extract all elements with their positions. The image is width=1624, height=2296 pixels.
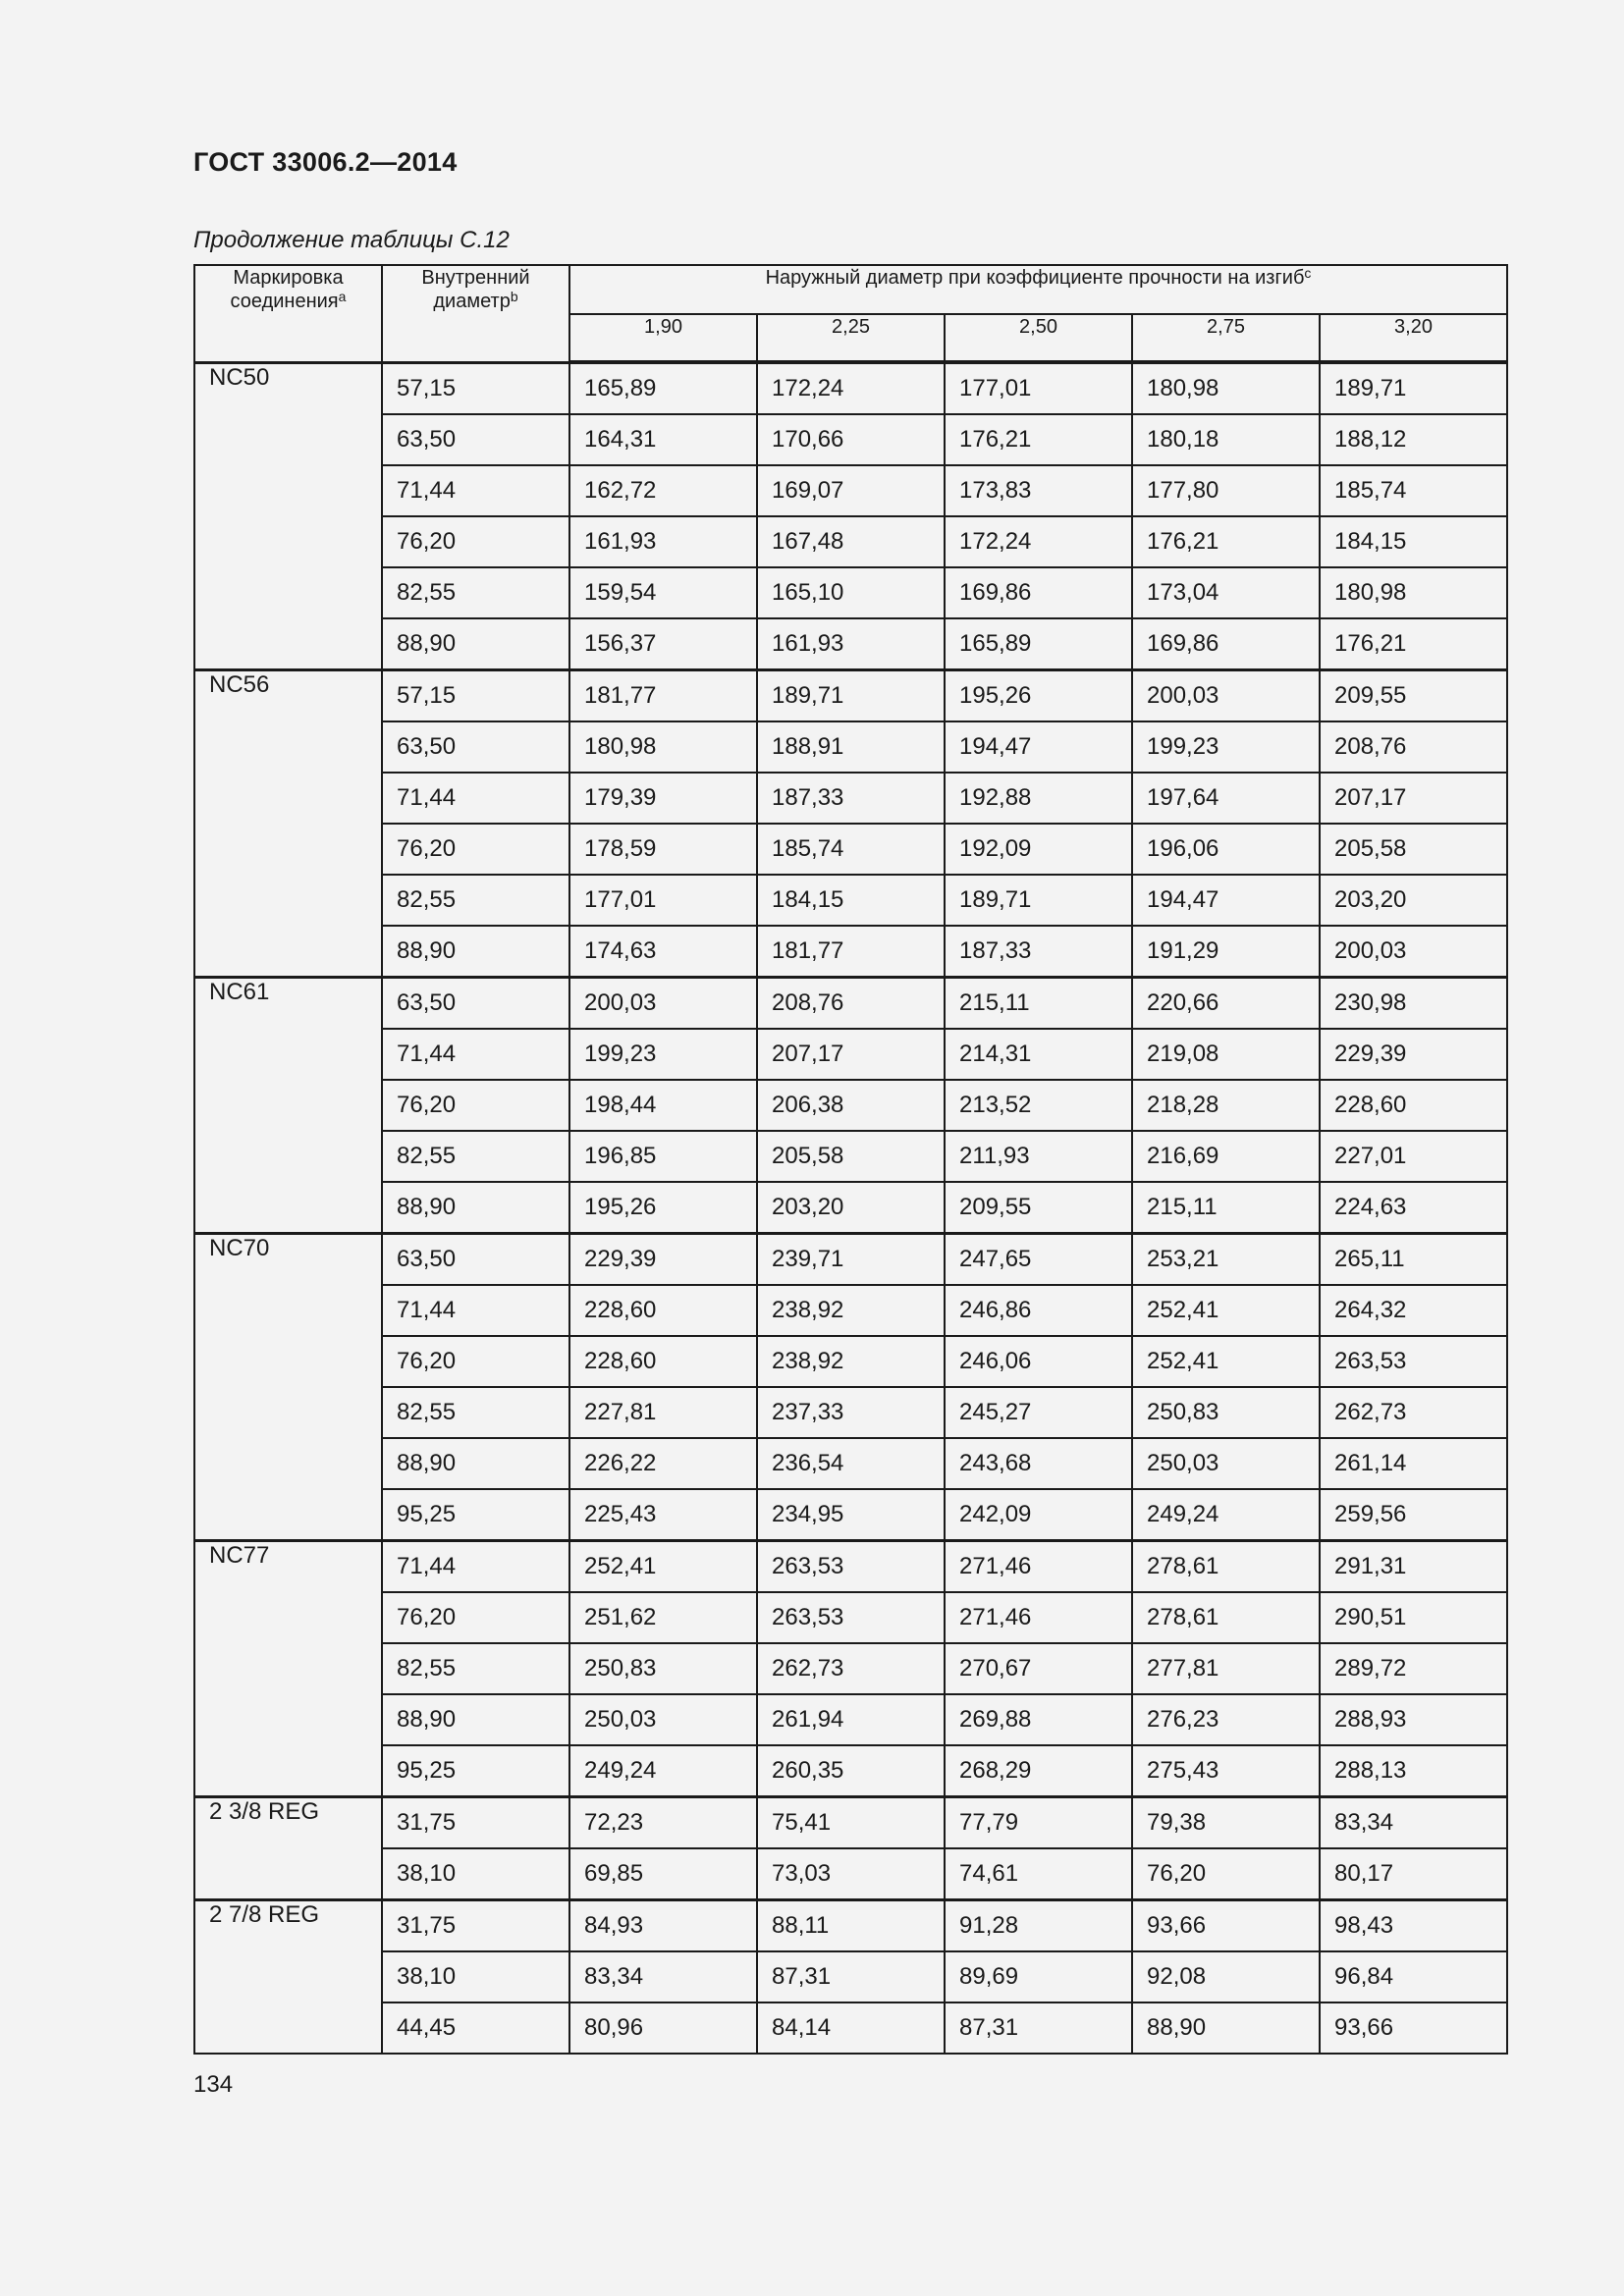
outer-diameter-cell: 288,93 — [1320, 1694, 1507, 1745]
outer-diameter-cell: 250,83 — [569, 1643, 757, 1694]
outer-diameter-cell: 192,09 — [945, 824, 1132, 875]
outer-diameter-cell: 75,41 — [757, 1797, 945, 1849]
outer-diameter-cell: 207,17 — [757, 1029, 945, 1080]
outer-diameter-cell: 246,06 — [945, 1336, 1132, 1387]
outer-diameter-cell: 268,29 — [945, 1745, 1132, 1797]
inner-diameter-cell: 88,90 — [382, 926, 569, 978]
outer-diameter-cell: 88,11 — [757, 1900, 945, 1952]
outer-diameter-cell: 206,38 — [757, 1080, 945, 1131]
outer-diameter-cell: 224,63 — [1320, 1182, 1507, 1234]
outer-diameter-cell: 238,92 — [757, 1285, 945, 1336]
outer-diameter-cell: 89,69 — [945, 1951, 1132, 2002]
outer-diameter-cell: 187,33 — [945, 926, 1132, 978]
inner-diameter-cell: 71,44 — [382, 1285, 569, 1336]
outer-diameter-cell: 93,66 — [1320, 2002, 1507, 2054]
outer-diameter-cell: 228,60 — [569, 1285, 757, 1336]
table-body — [194, 362, 1507, 2054]
outer-diameter-cell: 263,53 — [1320, 1336, 1507, 1387]
outer-diameter-cell: 159,54 — [569, 567, 757, 618]
outer-diameter-cell: 176,21 — [945, 414, 1132, 465]
outer-diameter-cell: 189,71 — [757, 670, 945, 722]
table-row — [194, 875, 1507, 926]
table-row — [194, 465, 1507, 516]
outer-diameter-cell: 289,72 — [1320, 1643, 1507, 1694]
outer-diameter-cell: 264,32 — [1320, 1285, 1507, 1336]
outer-diameter-cell: 205,58 — [757, 1131, 945, 1182]
outer-diameter-cell: 220,66 — [1132, 978, 1320, 1030]
connection-cell: NC56 — [194, 670, 382, 978]
inner-diameter-cell: 88,90 — [382, 1694, 569, 1745]
outer-diameter-cell: 218,28 — [1132, 1080, 1320, 1131]
header-connection — [194, 265, 382, 362]
table-row — [194, 414, 1507, 465]
table-row — [194, 1131, 1507, 1182]
connection-cell: NC50 — [194, 362, 382, 670]
inner-diameter-cell: 38,10 — [382, 1848, 569, 1900]
table-row — [194, 1848, 1507, 1900]
outer-diameter-cell: 83,34 — [569, 1951, 757, 2002]
outer-diameter-cell: 203,20 — [1320, 875, 1507, 926]
inner-diameter-cell: 63,50 — [382, 721, 569, 773]
outer-diameter-cell: 252,41 — [1132, 1285, 1320, 1336]
outer-diameter-cell: 219,08 — [1132, 1029, 1320, 1080]
table-row — [194, 1951, 1507, 2002]
outer-diameter-cell: 77,79 — [945, 1797, 1132, 1849]
outer-diameter-cell: 161,93 — [757, 618, 945, 670]
header-coefficient: 2,75 — [1132, 314, 1320, 362]
inner-diameter-cell: 76,20 — [382, 1592, 569, 1643]
inner-diameter-cell: 95,25 — [382, 1745, 569, 1797]
outer-diameter-cell: 72,23 — [569, 1797, 757, 1849]
outer-diameter-cell: 249,24 — [1132, 1489, 1320, 1541]
outer-diameter-cell: 174,63 — [569, 926, 757, 978]
outer-diameter-cell: 184,15 — [757, 875, 945, 926]
outer-diameter-cell: 79,38 — [1132, 1797, 1320, 1849]
outer-diameter-cell: 278,61 — [1132, 1592, 1320, 1643]
outer-diameter-cell: 209,55 — [945, 1182, 1132, 1234]
outer-diameter-cell: 228,60 — [1320, 1080, 1507, 1131]
outer-diameter-cell: 260,35 — [757, 1745, 945, 1797]
outer-diameter-cell: 291,31 — [1320, 1541, 1507, 1593]
outer-diameter-cell: 185,74 — [757, 824, 945, 875]
outer-diameter-cell: 76,20 — [1132, 1848, 1320, 1900]
outer-diameter-cell: 230,98 — [1320, 978, 1507, 1030]
inner-diameter-cell: 31,75 — [382, 1900, 569, 1952]
outer-diameter-cell: 172,24 — [945, 516, 1132, 567]
inner-diameter-cell: 44,45 — [382, 2002, 569, 2054]
connection-cell: 2 7/8 REG — [194, 1900, 382, 2055]
table-row — [194, 926, 1507, 978]
outer-diameter-cell: 238,92 — [757, 1336, 945, 1387]
inner-diameter-cell: 71,44 — [382, 465, 569, 516]
inner-diameter-cell: 95,25 — [382, 1489, 569, 1541]
inner-diameter-cell: 88,90 — [382, 1182, 569, 1234]
table-row — [194, 824, 1507, 875]
outer-diameter-cell: 169,86 — [945, 567, 1132, 618]
table-row — [194, 1182, 1507, 1234]
outer-diameter-cell: 185,74 — [1320, 465, 1507, 516]
outer-diameter-cell: 270,67 — [945, 1643, 1132, 1694]
inner-diameter-cell: 76,20 — [382, 1080, 569, 1131]
outer-diameter-cell: 243,68 — [945, 1438, 1132, 1489]
connection-cell: NC77 — [194, 1541, 382, 1797]
table-row — [194, 1029, 1507, 1080]
outer-diameter-cell: 252,41 — [569, 1541, 757, 1593]
outer-diameter-cell: 197,64 — [1132, 773, 1320, 824]
inner-diameter-cell: 82,55 — [382, 1643, 569, 1694]
outer-diameter-cell: 265,11 — [1320, 1234, 1507, 1286]
outer-diameter-cell: 84,93 — [569, 1900, 757, 1952]
inner-diameter-cell: 71,44 — [382, 773, 569, 824]
outer-diameter-cell: 229,39 — [1320, 1029, 1507, 1080]
outer-diameter-cell: 288,13 — [1320, 1745, 1507, 1797]
outer-diameter-cell: 200,03 — [569, 978, 757, 1030]
outer-diameter-cell: 227,01 — [1320, 1131, 1507, 1182]
outer-diameter-cell: 172,24 — [757, 362, 945, 414]
outer-diameter-cell: 169,86 — [1132, 618, 1320, 670]
table-row — [194, 773, 1507, 824]
outer-diameter-cell: 187,33 — [757, 773, 945, 824]
outer-diameter-cell: 205,58 — [1320, 824, 1507, 875]
table-row — [194, 1489, 1507, 1541]
outer-diameter-cell: 181,77 — [569, 670, 757, 722]
outer-diameter-cell: 184,15 — [1320, 516, 1507, 567]
outer-diameter-cell: 228,60 — [569, 1336, 757, 1387]
outer-diameter-cell: 227,81 — [569, 1387, 757, 1438]
outer-diameter-cell: 252,41 — [1132, 1336, 1320, 1387]
outer-diameter-cell: 247,65 — [945, 1234, 1132, 1286]
outer-diameter-cell: 249,24 — [569, 1745, 757, 1797]
outer-diameter-cell: 250,83 — [1132, 1387, 1320, 1438]
inner-diameter-cell: 76,20 — [382, 1336, 569, 1387]
outer-diameter-cell: 176,21 — [1320, 618, 1507, 670]
outer-diameter-cell: 278,61 — [1132, 1541, 1320, 1593]
outer-diameter-cell: 211,93 — [945, 1131, 1132, 1182]
inner-diameter-cell: 63,50 — [382, 1234, 569, 1286]
header-outer-diameter — [569, 265, 1507, 314]
outer-diameter-cell: 178,59 — [569, 824, 757, 875]
outer-diameter-cell: 261,94 — [757, 1694, 945, 1745]
header-outer-sup: c — [1304, 265, 1312, 281]
outer-diameter-cell: 208,76 — [1320, 721, 1507, 773]
inner-diameter-cell: 82,55 — [382, 1387, 569, 1438]
outer-diameter-cell: 192,88 — [945, 773, 1132, 824]
outer-diameter-cell: 167,48 — [757, 516, 945, 567]
inner-diameter-cell: 76,20 — [382, 824, 569, 875]
inner-diameter-cell: 88,90 — [382, 1438, 569, 1489]
outer-diameter-cell: 93,66 — [1132, 1900, 1320, 1952]
outer-diameter-cell: 251,62 — [569, 1592, 757, 1643]
table-row — [194, 1080, 1507, 1131]
outer-diameter-cell: 180,98 — [1132, 362, 1320, 414]
header-inner-sup: b — [510, 289, 518, 304]
outer-diameter-cell: 262,73 — [757, 1643, 945, 1694]
outer-diameter-cell: 191,29 — [1132, 926, 1320, 978]
outer-diameter-cell: 165,10 — [757, 567, 945, 618]
outer-diameter-cell: 200,03 — [1320, 926, 1507, 978]
outer-diameter-cell: 177,01 — [945, 362, 1132, 414]
outer-diameter-cell: 188,12 — [1320, 414, 1507, 465]
outer-diameter-cell: 188,91 — [757, 721, 945, 773]
outer-diameter-cell: 80,17 — [1320, 1848, 1507, 1900]
outer-diameter-cell: 277,81 — [1132, 1643, 1320, 1694]
outer-diameter-cell: 170,66 — [757, 414, 945, 465]
outer-diameter-cell: 236,54 — [757, 1438, 945, 1489]
outer-diameter-cell: 179,39 — [569, 773, 757, 824]
outer-diameter-cell: 69,85 — [569, 1848, 757, 1900]
outer-diameter-cell: 199,23 — [569, 1029, 757, 1080]
inner-diameter-cell: 82,55 — [382, 875, 569, 926]
inner-diameter-cell: 71,44 — [382, 1541, 569, 1593]
outer-diameter-cell: 173,04 — [1132, 567, 1320, 618]
inner-diameter-cell: 76,20 — [382, 516, 569, 567]
outer-diameter-cell: 83,34 — [1320, 1797, 1507, 1849]
outer-diameter-cell: 92,08 — [1132, 1951, 1320, 2002]
outer-diameter-cell: 84,14 — [757, 2002, 945, 2054]
outer-diameter-cell: 261,14 — [1320, 1438, 1507, 1489]
table-row — [194, 2002, 1507, 2054]
outer-diameter-cell: 198,44 — [569, 1080, 757, 1131]
outer-diameter-cell: 162,72 — [569, 465, 757, 516]
header-inner-label: Внутренний диаметр — [421, 267, 530, 312]
outer-diameter-cell: 73,03 — [757, 1848, 945, 1900]
outer-diameter-cell: 250,03 — [569, 1694, 757, 1745]
inner-diameter-cell: 82,55 — [382, 567, 569, 618]
table-row — [194, 516, 1507, 567]
outer-diameter-cell: 165,89 — [569, 362, 757, 414]
header-connection-label: Маркировка соединения — [230, 267, 344, 312]
inner-diameter-cell: 63,50 — [382, 414, 569, 465]
table-row — [194, 1336, 1507, 1387]
table-row — [194, 1234, 1507, 1286]
outer-diameter-cell: 229,39 — [569, 1234, 757, 1286]
outer-diameter-cell: 199,23 — [1132, 721, 1320, 773]
outer-diameter-cell: 242,09 — [945, 1489, 1132, 1541]
outer-diameter-cell: 209,55 — [1320, 670, 1507, 722]
outer-diameter-cell: 262,73 — [1320, 1387, 1507, 1438]
header-inner-diameter — [382, 265, 569, 362]
outer-diameter-cell: 181,77 — [757, 926, 945, 978]
outer-diameter-cell: 196,06 — [1132, 824, 1320, 875]
table-row — [194, 670, 1507, 722]
outer-diameter-cell: 253,21 — [1132, 1234, 1320, 1286]
table-row — [194, 1541, 1507, 1593]
table-row — [194, 1643, 1507, 1694]
table-caption: Продолжение таблицы С.12 — [193, 227, 510, 253]
table-row — [194, 362, 1507, 414]
outer-diameter-cell: 208,76 — [757, 978, 945, 1030]
outer-diameter-cell: 194,47 — [1132, 875, 1320, 926]
connection-cell: NC70 — [194, 1234, 382, 1541]
outer-diameter-cell: 225,43 — [569, 1489, 757, 1541]
inner-diameter-cell: 31,75 — [382, 1797, 569, 1849]
outer-diameter-cell: 215,11 — [1132, 1182, 1320, 1234]
outer-diameter-cell: 216,69 — [1132, 1131, 1320, 1182]
outer-diameter-cell: 169,07 — [757, 465, 945, 516]
outer-diameter-cell: 275,43 — [1132, 1745, 1320, 1797]
inner-diameter-cell: 63,50 — [382, 978, 569, 1030]
outer-diameter-cell: 213,52 — [945, 1080, 1132, 1131]
outer-diameter-cell: 237,33 — [757, 1387, 945, 1438]
table-row — [194, 567, 1507, 618]
outer-diameter-cell: 226,22 — [569, 1438, 757, 1489]
outer-diameter-cell: 250,03 — [1132, 1438, 1320, 1489]
outer-diameter-cell: 173,83 — [945, 465, 1132, 516]
header-coefficient: 2,25 — [757, 314, 945, 362]
table-row — [194, 1285, 1507, 1336]
outer-diameter-cell: 165,89 — [945, 618, 1132, 670]
outer-diameter-cell: 259,56 — [1320, 1489, 1507, 1541]
outer-diameter-cell: 246,86 — [945, 1285, 1132, 1336]
outer-diameter-cell: 195,26 — [945, 670, 1132, 722]
inner-diameter-cell: 88,90 — [382, 618, 569, 670]
outer-diameter-cell: 180,98 — [569, 721, 757, 773]
outer-diameter-cell: 239,71 — [757, 1234, 945, 1286]
inner-diameter-cell: 38,10 — [382, 1951, 569, 2002]
outer-diameter-cell: 189,71 — [945, 875, 1132, 926]
outer-diameter-cell: 161,93 — [569, 516, 757, 567]
connection-cell: NC61 — [194, 978, 382, 1234]
connection-cell: 2 3/8 REG — [194, 1797, 382, 1900]
outer-diameter-cell: 177,01 — [569, 875, 757, 926]
outer-diameter-cell: 214,31 — [945, 1029, 1132, 1080]
outer-diameter-cell: 245,27 — [945, 1387, 1132, 1438]
header-coefficient: 2,50 — [945, 314, 1132, 362]
header-coefficient: 3,20 — [1320, 314, 1507, 362]
outer-diameter-cell: 87,31 — [757, 1951, 945, 2002]
outer-diameter-cell: 96,84 — [1320, 1951, 1507, 2002]
table-row — [194, 978, 1507, 1030]
outer-diameter-cell: 177,80 — [1132, 465, 1320, 516]
page-number: 134 — [193, 2071, 234, 2098]
table-row — [194, 618, 1507, 670]
header-outer-label: Наружный диаметр при коэффициенте прочности на изгиб — [765, 267, 1305, 289]
table-row — [194, 1694, 1507, 1745]
outer-diameter-cell: 269,88 — [945, 1694, 1132, 1745]
table-row — [194, 1387, 1507, 1438]
outer-diameter-cell: 189,71 — [1320, 362, 1507, 414]
document-title: ГОСТ 33006.2—2014 — [193, 147, 458, 177]
outer-diameter-cell: 276,23 — [1132, 1694, 1320, 1745]
outer-diameter-cell: 87,31 — [945, 2002, 1132, 2054]
outer-diameter-cell: 180,18 — [1132, 414, 1320, 465]
outer-diameter-cell: 200,03 — [1132, 670, 1320, 722]
outer-diameter-cell: 290,51 — [1320, 1592, 1507, 1643]
outer-diameter-cell: 194,47 — [945, 721, 1132, 773]
outer-diameter-cell: 271,46 — [945, 1541, 1132, 1593]
outer-diameter-cell: 98,43 — [1320, 1900, 1507, 1952]
outer-diameter-cell: 203,20 — [757, 1182, 945, 1234]
outer-diameter-cell: 215,11 — [945, 978, 1132, 1030]
outer-diameter-cell: 263,53 — [757, 1541, 945, 1593]
outer-diameter-cell: 80,96 — [569, 2002, 757, 2054]
outer-diameter-cell: 234,95 — [757, 1489, 945, 1541]
outer-diameter-cell: 74,61 — [945, 1848, 1132, 1900]
table-row — [194, 1797, 1507, 1849]
outer-diameter-cell: 164,31 — [569, 414, 757, 465]
inner-diameter-cell: 57,15 — [382, 670, 569, 722]
outer-diameter-cell: 195,26 — [569, 1182, 757, 1234]
inner-diameter-cell: 57,15 — [382, 362, 569, 414]
table-row — [194, 1745, 1507, 1797]
outer-diameter-cell: 176,21 — [1132, 516, 1320, 567]
table-row — [194, 721, 1507, 773]
inner-diameter-cell: 82,55 — [382, 1131, 569, 1182]
header-connection-sup: a — [338, 289, 347, 304]
header-coefficient: 1,90 — [569, 314, 757, 362]
outer-diameter-cell: 196,85 — [569, 1131, 757, 1182]
outer-diameter-cell: 91,28 — [945, 1900, 1132, 1952]
outer-diameter-cell: 180,98 — [1320, 567, 1507, 618]
table-header — [194, 265, 1507, 362]
outer-diameter-cell: 156,37 — [569, 618, 757, 670]
data-table — [193, 264, 1508, 2055]
outer-diameter-cell: 271,46 — [945, 1592, 1132, 1643]
table-row — [194, 1592, 1507, 1643]
outer-diameter-cell: 263,53 — [757, 1592, 945, 1643]
table-row — [194, 1900, 1507, 1952]
outer-diameter-cell: 88,90 — [1132, 2002, 1320, 2054]
table-row — [194, 1438, 1507, 1489]
outer-diameter-cell: 207,17 — [1320, 773, 1507, 824]
inner-diameter-cell: 71,44 — [382, 1029, 569, 1080]
